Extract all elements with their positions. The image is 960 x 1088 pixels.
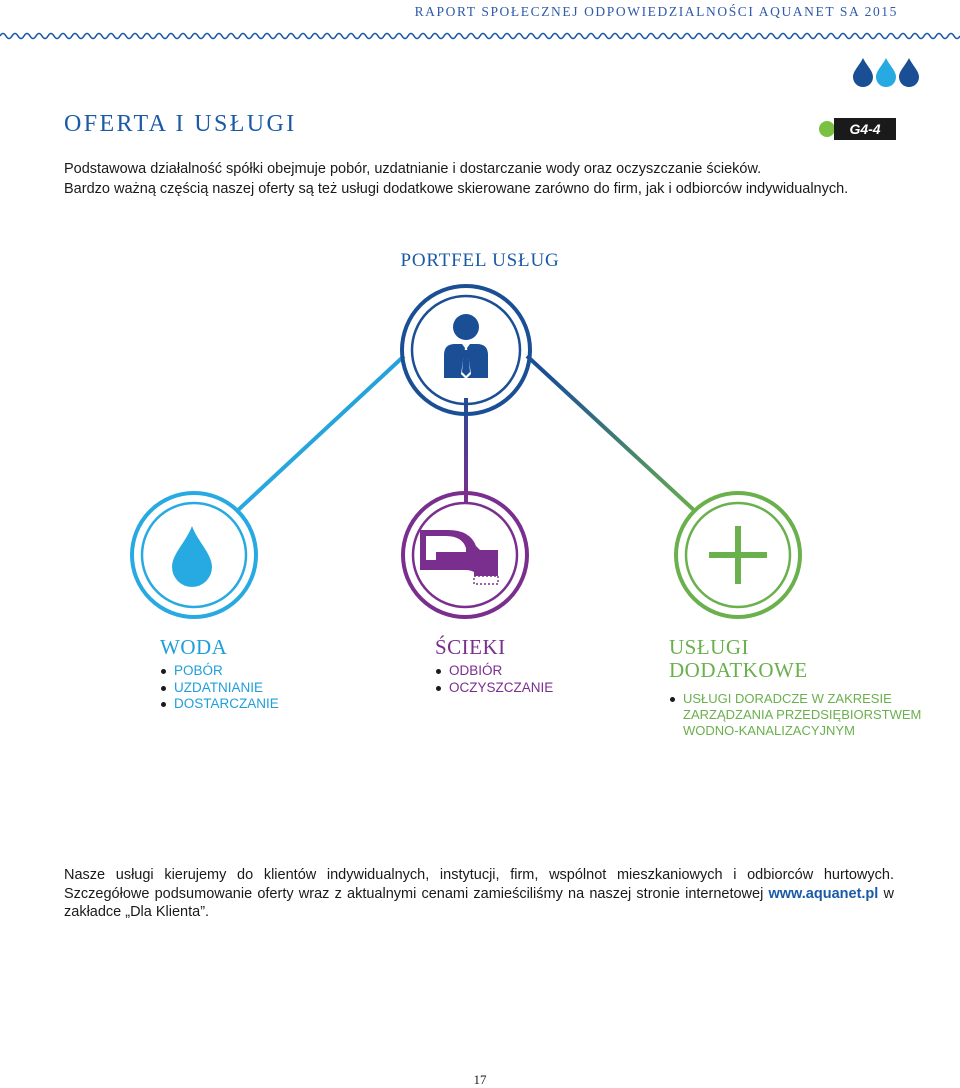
additional-services-node <box>676 493 800 617</box>
gri-code-badge: G4-4 <box>834 118 896 140</box>
page-number: 17 <box>473 1072 487 1087</box>
diagram-title: PORTFEL USŁUG <box>400 250 560 271</box>
water-title: WODA <box>160 635 228 659</box>
section-title: OFERTA I USŁUGI <box>64 111 297 137</box>
water-services-list <box>160 663 279 713</box>
intro-paragraph <box>64 159 894 199</box>
sewage-title: ŚCIEKI <box>435 635 506 659</box>
sewage-pipe-icon <box>420 530 498 584</box>
connector-water <box>236 356 404 512</box>
outro-text-2: w zakładce „Dla Klienta”. <box>64 885 894 920</box>
additional-services-column <box>669 636 929 739</box>
sewage-services-column <box>435 636 553 696</box>
plus-icon <box>709 526 767 584</box>
service-item: USŁUGI DORADCZE W ZAKRESIE ZARZĄDZANIA PRZEDSIĘBIORSTWEM WODNO-KANALIZACYJNYM <box>669 691 929 739</box>
website-link[interactable]: www.aquanet.pl <box>768 885 879 902</box>
service-item: DOSTARCZANIE <box>160 696 279 713</box>
sewage-services-list <box>435 663 553 696</box>
report-header-title: RAPORT SPOŁECZNEJ ODPOWIEDZIALNOŚCI AQUANET SA 2015 <box>414 4 898 19</box>
service-item: OCZYSZCZANIE <box>435 680 553 697</box>
water-node <box>132 493 256 617</box>
additional-title-line-1: USŁUGI <box>669 635 749 659</box>
service-item: POBÓR <box>160 663 279 680</box>
wave-divider <box>0 30 960 42</box>
intro-line-2: Bardzo ważną częścią naszej oferty są też usługi dodatkowe skierowane zarówno do firm, jak i odbiorców indywidualnych. <box>64 181 849 197</box>
connector-additional <box>527 356 696 512</box>
gri-indicator-dot <box>819 121 835 137</box>
customer-node <box>402 286 530 414</box>
customer-icon <box>444 314 488 379</box>
additional-services-list <box>669 691 929 739</box>
intro-line-1: Podstawowa działalność spółki obejmuje pobór, uzdatnianie i dostarczanie wody oraz oczyszczanie ścieków. <box>64 161 762 177</box>
additional-title-line-2: DODATKOWE <box>669 658 808 682</box>
logo-drops-icon <box>852 56 920 88</box>
additional-services-title <box>669 636 929 682</box>
outro-paragraph <box>64 866 894 922</box>
service-item: UZDATNIANIE <box>160 680 279 697</box>
outro-text-1: Nasze usługi kierujemy do klientów indywidualnych, instytucji, firm, wspólnot mieszkaniowych i odbiorców hurtowych. Szczegółowe podsumowanie oferty wraz z aktualnymi cenami zamieściliśmy na naszej stronie internetowej <box>64 867 894 902</box>
water-services-column <box>160 636 279 713</box>
sewage-node <box>403 493 527 617</box>
service-item: ODBIÓR <box>435 663 553 680</box>
water-drop-icon <box>172 526 212 587</box>
service-portfolio-diagram <box>0 280 960 920</box>
